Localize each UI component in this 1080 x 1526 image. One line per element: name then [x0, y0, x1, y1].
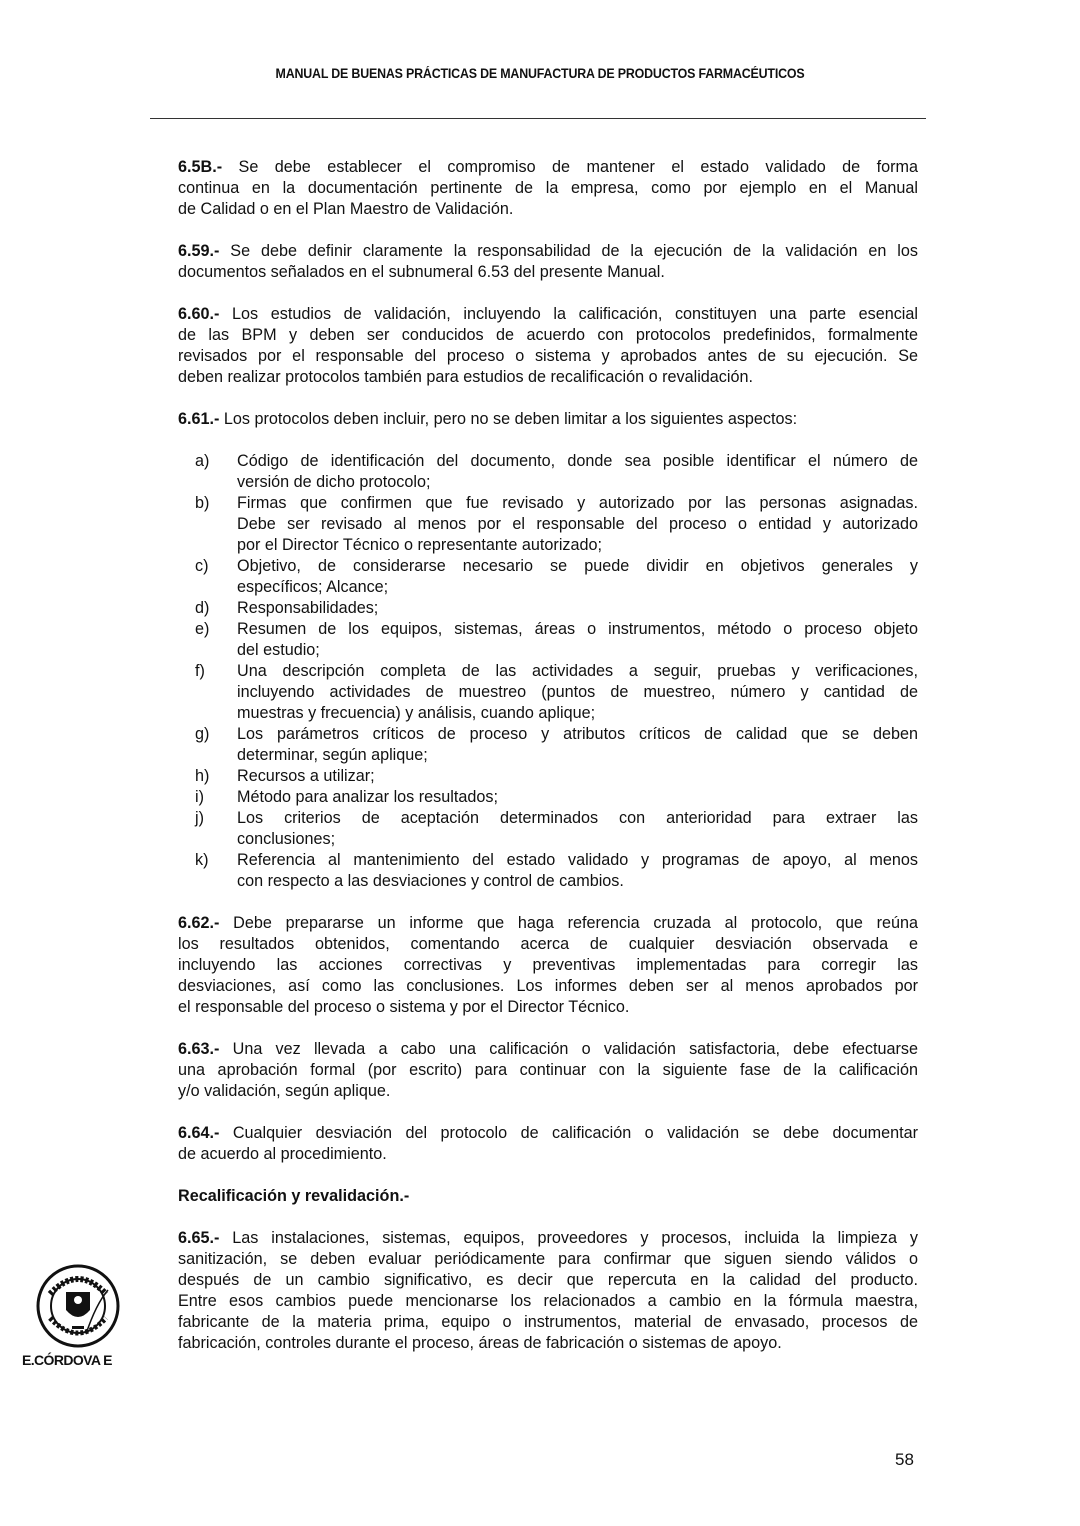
line-text: desviaciones, así como las conclusiones. Los informes deben ser al menos aprobados por — [178, 977, 918, 995]
list-item — [178, 724, 918, 766]
text-line: Los criterios de aceptación determinados con anterioridad para extraer las — [237, 809, 918, 827]
line-text: Una vez llevada a cabo una calificación o validación satisfactoria, debe efectuarse — [219, 1040, 918, 1058]
section-number: 6.64.- — [178, 1124, 220, 1142]
paragraphs-top — [178, 157, 918, 430]
page-number: 58 — [895, 1450, 914, 1469]
text-line: con respecto a las desviaciones y control de cambios. — [237, 872, 624, 890]
list-text — [237, 556, 918, 598]
list-text — [237, 598, 918, 619]
text-line: por el Director Técnico o representante autorizado; — [237, 536, 603, 554]
list-label: g) — [195, 725, 210, 743]
line-text: Los estudios de validación, incluyendo la calificación, constituyen una parte esencial — [219, 305, 918, 323]
text-line — [178, 157, 918, 178]
text-line: Método para analizar los resultados; — [237, 788, 498, 806]
list-label: k) — [195, 851, 209, 869]
text-line — [178, 1333, 918, 1354]
paragraph — [178, 241, 918, 283]
line-text: continua en la documentación pertinente de la empresa, como por ejemplo en el Manual — [178, 179, 918, 197]
text-line — [178, 367, 918, 388]
text-line — [178, 1291, 918, 1312]
text-line — [178, 346, 918, 367]
list-label: j) — [195, 809, 204, 827]
line-text: fabricación, controles durante el proceso, áreas de fabricación o sistemas de apoyo. — [178, 1334, 782, 1352]
text-line — [178, 325, 918, 346]
text-line: muestras y frecuencia) y análisis, cuando aplique; — [237, 704, 596, 722]
list-text — [237, 661, 918, 724]
page-header: MANUAL DE BUENAS PRÁCTICAS DE MANUFACTURA DE PRODUCTOS FARMACÉUTICOS — [275, 66, 805, 81]
text-line — [178, 304, 918, 325]
text-line: conclusiones; — [237, 830, 336, 848]
section-number: 6.61.- — [178, 410, 220, 428]
list-label: e) — [195, 620, 210, 638]
paragraph — [178, 1228, 918, 1354]
text-line — [178, 1081, 918, 1102]
section-number: 6.63.- — [178, 1040, 220, 1058]
text-line: Firmas que confirmen que fue revisado y autorizado por las personas asignadas. — [237, 494, 918, 512]
document-body — [178, 157, 918, 1375]
section-number: 6.65.- — [178, 1229, 220, 1247]
list-item — [178, 661, 918, 724]
text-line: Resumen de los equipos, sistemas, áreas o instrumentos, método o proceso objeto — [237, 620, 918, 638]
line-text: Las instalaciones, sistemas, equipos, proveedores y procesos, incluida la limpieza y — [219, 1229, 918, 1247]
list-text — [237, 493, 918, 556]
text-line — [178, 1228, 918, 1249]
line-text: Entre esos cambios puede mencionarse los relacionados a cambio en la fórmula maestra, — [178, 1292, 918, 1310]
line-text: Cualquier desviación del protocolo de calificación o validación se debe documentar — [219, 1124, 918, 1142]
line-text: y/o validación, según aplique. — [178, 1082, 391, 1100]
list-text — [237, 724, 918, 766]
text-line — [178, 1039, 918, 1060]
text-line — [178, 1249, 918, 1270]
list-item — [178, 451, 918, 493]
line-text: Los protocolos deben incluir, pero no se deben limitar a los siguientes aspectos: — [219, 410, 798, 428]
text-line: Objetivo, de considerarse necesario se puede dividir en objetivos generales y — [237, 557, 918, 575]
paragraph — [178, 409, 918, 430]
list-label: b) — [195, 494, 210, 512]
section-number: 6.62.- — [178, 914, 220, 932]
text-line — [178, 934, 918, 955]
text-line — [178, 997, 918, 1018]
paragraph — [178, 913, 918, 1018]
list-item — [178, 850, 918, 892]
text-line — [178, 955, 918, 976]
header-rule — [150, 118, 926, 119]
paragraph — [178, 1123, 918, 1165]
paragraph — [178, 157, 918, 220]
text-line: específicos; Alcance; — [237, 578, 389, 596]
line-text: una aprobación formal (por escrito) para continuar con la siguiente fase de la calificación — [178, 1061, 918, 1079]
text-line — [178, 1060, 918, 1081]
line-text: de las BPM y deben ser conducidos de acuerdo con protocolos predefinidos, formalmente — [178, 326, 918, 344]
list-item — [178, 619, 918, 661]
text-line: Debe ser revisado al menos por el responsable del proceso o entidad y autorizado — [237, 515, 918, 533]
text-line: Los parámetros críticos de proceso y atributos críticos de calidad que se deben — [237, 725, 918, 743]
text-line — [178, 913, 918, 934]
line-text: el responsable del proceso o sistema y por el Director Técnico. — [178, 998, 630, 1016]
paragraph — [178, 1039, 918, 1102]
line-text: fabricante de la materia prima, equipo o instrumentos, material de envasado, procesos de — [178, 1313, 918, 1331]
paragraph — [178, 304, 918, 388]
line-text: deben realizar protocolos también para estudios de recalificación o revalidación. — [178, 368, 753, 386]
line-text: Se debe definir claramente la responsabilidad de la ejecución de la validación en los — [219, 242, 918, 260]
list-label: h) — [195, 767, 210, 785]
text-line — [178, 1312, 918, 1333]
list-label: a) — [195, 452, 210, 470]
paragraphs-bottom — [178, 1228, 918, 1354]
signature-name: E.CÓRDOVA E — [22, 1352, 112, 1368]
text-line — [178, 409, 918, 430]
line-text: los resultados obtenidos, comentando acerca de cualquier desviación observada e — [178, 935, 918, 953]
list-item — [178, 766, 918, 787]
list-text — [237, 619, 918, 661]
text-line — [178, 976, 918, 997]
text-line: determinar, según aplique; — [237, 746, 428, 764]
section-number: 6.59.- — [178, 242, 220, 260]
section-number: 6.5B.- — [178, 158, 223, 176]
section-heading: Recalificación y revalidación.- — [178, 1187, 410, 1205]
list-label: i) — [195, 788, 204, 806]
text-line: Recursos a utilizar; — [237, 767, 375, 785]
text-line — [178, 1270, 918, 1291]
list-text — [237, 787, 918, 808]
list-item — [178, 556, 918, 598]
list-text — [237, 850, 918, 892]
text-line: Responsabilidades; — [237, 599, 379, 617]
text-line — [178, 1123, 918, 1144]
list-item — [178, 493, 918, 556]
text-line: versión de dicho protocolo; — [237, 473, 431, 491]
list-item — [178, 787, 918, 808]
text-line — [178, 1144, 918, 1165]
list-item — [178, 808, 918, 850]
text-line: Una descripción completa de las actividades a seguir, pruebas y verificaciones, — [237, 662, 918, 680]
list-text — [237, 451, 918, 493]
official-seal-icon — [36, 1264, 120, 1348]
text-line — [178, 178, 918, 199]
list-text — [237, 808, 918, 850]
text-line — [178, 199, 918, 220]
text-line: Código de identificación del documento, donde sea posible identificar el número de — [237, 452, 918, 470]
list-label: f) — [195, 662, 205, 680]
text-line: Referencia al mantenimiento del estado validado y programas de apoyo, al menos — [237, 851, 918, 869]
line-text: después de un cambio significativo, es decir que repercuta en la calidad del producto. — [178, 1271, 918, 1289]
paragraphs-mid — [178, 913, 918, 1165]
line-text: Se debe establecer el compromiso de mantener el estado validado de forma — [222, 158, 918, 176]
list-text — [237, 766, 918, 787]
text-line: incluyendo actividades de muestreo (puntos de muestreo, número y cantidad de — [237, 683, 918, 701]
line-text: revisados por el responsable del proceso o sistema y aprobados antes de su ejecución. Se — [178, 347, 918, 365]
list-label: d) — [195, 599, 210, 617]
line-text: de acuerdo al procedimiento. — [178, 1145, 387, 1163]
line-text: de Calidad o en el Plan Maestro de Validación. — [178, 200, 514, 218]
list-item — [178, 598, 918, 619]
list-label: c) — [195, 557, 209, 575]
line-text: Debe prepararse un informe que haga referencia cruzada al protocolo, que reúna — [219, 914, 918, 932]
text-line — [178, 262, 918, 283]
protocol-aspects-list — [178, 451, 918, 892]
line-text: sanitización, se deben evaluar periódicamente para confirmar que siguen siendo válidos o — [178, 1250, 918, 1268]
line-text: incluyendo las acciones correctivas y preventivas implementadas para corregir las — [178, 956, 918, 974]
line-text: documentos señalados en el subnumeral 6.53 del presente Manual. — [178, 263, 665, 281]
text-line — [178, 241, 918, 262]
text-line: del estudio; — [237, 641, 320, 659]
section-number: 6.60.- — [178, 305, 220, 323]
